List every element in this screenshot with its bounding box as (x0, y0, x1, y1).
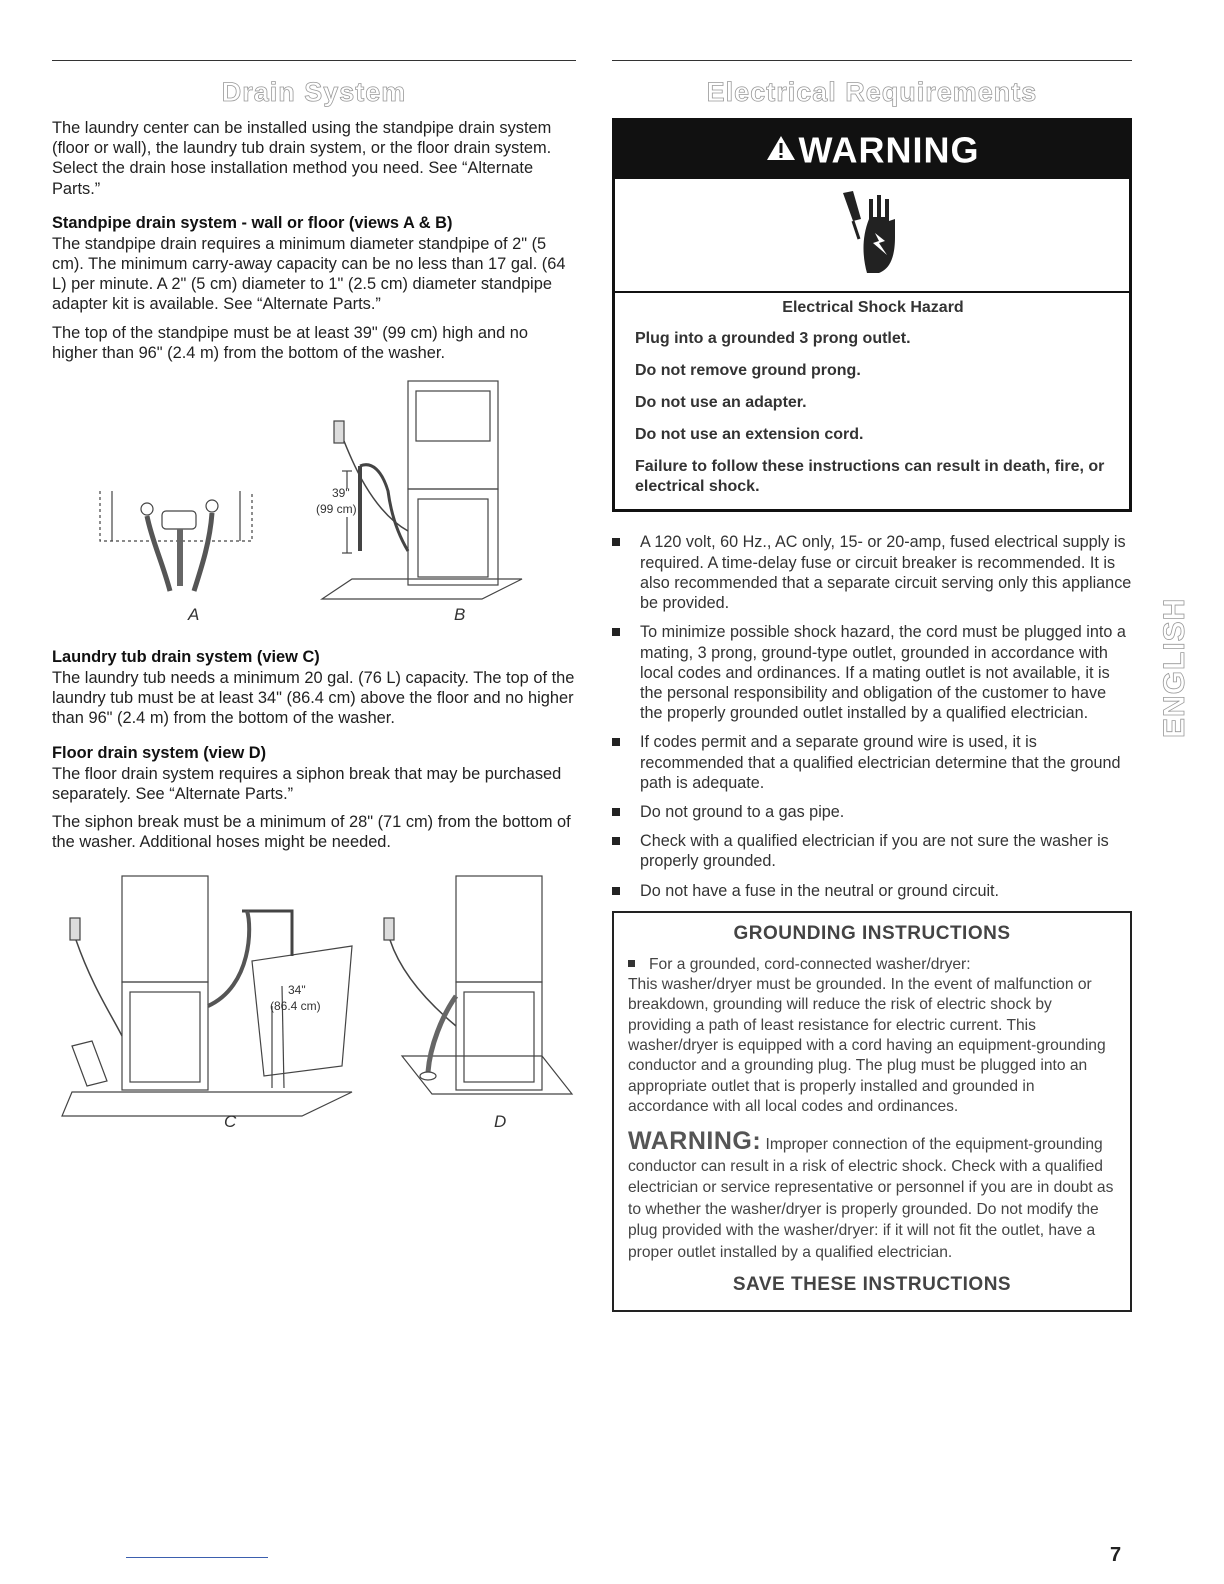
grounding-instructions-box (612, 911, 1132, 1312)
left-column (52, 60, 576, 1136)
warning-line-5: Failure to follow these instructions can result in death, fire, or electrical shock. (635, 458, 1105, 496)
dimension-99-cm: (99 cm) (316, 502, 357, 517)
bullet-text: Do not have a fuse in the neutral or ground circuit. (640, 881, 1000, 900)
warning-line-1: Plug into a grounded 3 prong outlet. (635, 330, 911, 348)
top-rule-left (52, 60, 576, 61)
laundry-tub-paragraph: The laundry tub needs a minimum 20 gal. (76 L) capacity. The top of the laundry tub must be at least 34" (86.4 cm) above the floor and no higher than 96" (2.4 m) from the bottom of the washer. (52, 669, 575, 728)
list-item (612, 732, 1132, 793)
warning-line-4: Do not use an extension cord. (635, 426, 864, 444)
grounding-title: GROUNDING INSTRUCTIONS (733, 922, 1011, 944)
footer-rule (126, 1557, 268, 1558)
dimension-86-cm: (86.4 cm) (270, 999, 321, 1014)
bullet-square-icon (612, 837, 620, 845)
standpipe-paragraph-1: The standpipe drain requires a minimum diameter standpipe of 2" (5 cm). The minimum carry-away capacity can be no less than 17 gal. (64 L) per minute. A 2" (5 cm) diameter to 1" (2.5 cm) diameter standpipe adapter kit is available. See “Alternate Parts.” (52, 234, 566, 314)
grounding-body: This washer/dryer must be grounded. In the event of malfunction or breakdown, grounding will reduce the risk of electric shock by providing a path of least resistance for electric current. This washer/dryer is equipped with a cord having an equipment-grounding conductor and a grounding plug. The plug must be plugged into an appropriate outlet that is properly installed and grounded in accordance with all local codes and ordinances. (628, 976, 1106, 1115)
warning-hazard-title: Electrical Shock Hazard (782, 299, 964, 317)
electrical-requirements-title: Electrical Requirements (706, 77, 1038, 107)
right-column (612, 60, 1132, 1312)
standpipe-illustration (52, 371, 576, 633)
warning-line-3: Do not use an adapter. (635, 394, 807, 412)
grounding-bullet-text: For a grounded, cord-connected washer/dryer: (649, 955, 971, 973)
laundry-tub-floor-drain-illustration (52, 866, 576, 1136)
bullet-text: Check with a qualified electrician if you are not sure the washer is properly grounded. (640, 832, 1109, 871)
standpipe-paragraph-2: The top of the standpipe must be at least 39" (99 cm) high and no higher than 96" (2.4 m) from the bottom of the washer. (52, 323, 528, 362)
drain-intro: The laundry center can be installed using the standpipe drain system (floor or wall), the laundry tub drain system, or the floor drain system. Select the drain hose installation method you need. See “Alternate Parts.” (52, 119, 552, 198)
floor-drain-paragraph-2: The siphon break must be a minimum of 28" (71 cm) from the bottom of the washer. Additional hoses might be needed. (52, 813, 571, 852)
warning-line-2: Do not remove ground prong. (635, 362, 861, 380)
list-item (612, 802, 1132, 822)
floor-drain-heading: Floor drain system (view D) (52, 743, 267, 762)
warning-icon-area (615, 179, 1129, 293)
language-side-tab (1158, 560, 1192, 740)
standpipe-heading: Standpipe drain system - wall or floor (views A & B) (52, 213, 453, 232)
bullet-square-icon (612, 628, 620, 636)
grounding-bullet-line (628, 955, 1116, 975)
bullet-square-icon (612, 887, 620, 895)
laundry-tub-heading: Laundry tub drain system (view C) (52, 648, 320, 667)
electrical-bullet-list (612, 532, 1132, 900)
warning-triangle-icon (765, 129, 797, 171)
figure-label-c: C (224, 1112, 237, 1132)
bullet-square-icon (612, 738, 620, 746)
bullet-square-icon (628, 960, 635, 967)
warning-box (612, 118, 1132, 512)
top-rule-right (612, 60, 1132, 61)
shock-hazard-icon (839, 189, 909, 279)
bullet-square-icon (612, 808, 620, 816)
figure-label-d: D (494, 1112, 507, 1132)
bullet-text: Do not ground to a gas pipe. (640, 802, 845, 821)
save-instructions: SAVE THESE INSTRUCTIONS (732, 1273, 1012, 1295)
list-item (612, 532, 1132, 613)
figure-label-b: B (454, 605, 466, 625)
drain-system-title: Drain System (221, 77, 407, 107)
grounding-warning-text: Improper connection of the equipment-grounding conductor can result in a risk of electric shock. Check with a qualified electrician or service representative or personnel if you are in doubt as to whether the washer/dryer is properly grounded. Do not modify the plug provided with the washer/dryer: if it will not fit the outlet, have a proper outlet installed by a qualified electrician. (628, 1136, 1114, 1262)
bullet-text: A 120 volt, 60 Hz., AC only, 15- or 20-amp, fused electrical supply is required. A time-delay fuse or circuit breaker is recommended. It is also recommended that a separate circuit serving only this appliance be provided. (640, 533, 1132, 613)
warning-text (615, 293, 1129, 509)
page-number: 7 (1110, 1544, 1122, 1566)
grounding-warning-word: WARNING: (628, 1127, 762, 1156)
warning-header-text: WARNING (798, 129, 980, 171)
figure-label-a: A (188, 605, 200, 625)
side-tab-text: ENGLISH (1158, 597, 1191, 738)
bullet-text: To minimize possible shock hazard, the cord must be plugged into a mating, 3 prong, ground-type outlet, grounded in accordance with local codes and ordinances. If a mating outlet is not available, it is the personal responsibility and obligation of the customer to have the properly grounded outlet installed by a qualified electrician. (640, 623, 1126, 723)
list-item (612, 622, 1132, 723)
warning-header (615, 121, 1129, 179)
side-tab-graphic (1158, 560, 1192, 740)
figure-views-a-b (52, 371, 576, 633)
dimension-34-in: 34" (288, 983, 306, 998)
figure-views-c-d (52, 866, 576, 1136)
list-item (612, 881, 1132, 901)
list-item (612, 831, 1132, 871)
floor-drain-paragraph-1: The floor drain system requires a siphon break that may be purchased separately. See “Alternate Parts.” (52, 764, 562, 803)
dimension-39-in: 39" (332, 486, 350, 501)
bullet-square-icon (612, 538, 620, 546)
grounding-warning (628, 1127, 1116, 1264)
bullet-text: If codes permit and a separate ground wire is used, it is recommended that a qualified electrician determine that the ground path is adequate. (640, 733, 1121, 792)
